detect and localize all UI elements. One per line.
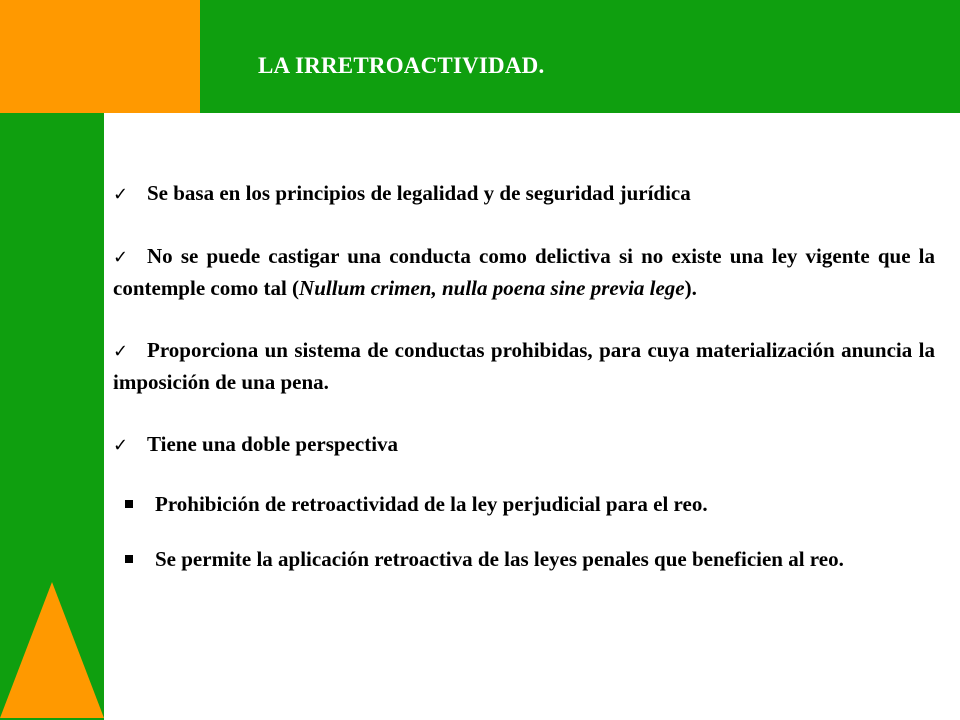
slide-title: LA IRRETROACTIVIDAD. (258, 53, 545, 78)
bullet-text: Se basa en los principios de legalidad y de seguridad jurídica (147, 181, 691, 205)
check-icon: ✓ (113, 341, 129, 362)
square-bullet-icon (125, 500, 133, 508)
sub-bullet-text: Prohibición de retroactividad de la ley perjudicial para el reo. (155, 492, 708, 516)
sub-bullet-permite (113, 544, 935, 575)
bullet-item-doble-perspectiva (113, 429, 935, 461)
slide-content (113, 178, 935, 601)
bullet-text-latin: Nullum crimen, nulla poena sine previa lege (299, 276, 685, 300)
check-icon: ✓ (113, 435, 129, 456)
bullet-item-sistema-conductas (113, 335, 935, 398)
bullet-text: Tiene una doble perspectiva (147, 432, 399, 456)
bullet-item-legalidad (113, 178, 935, 210)
orange-triangle-decoration (0, 0, 104, 720)
square-bullet-icon (125, 555, 133, 563)
check-icon: ✓ (113, 247, 129, 268)
check-icon: ✓ (113, 184, 129, 205)
bullet-text-before: No se puede castigar una conducta como delictiva si no existe una ley vigente que la contemple como tal ( (113, 244, 935, 300)
bullet-text: Proporciona un sistema de conductas prohibidas, para cuya materialización anuncia la imposición de una pena. (113, 338, 935, 394)
sub-bullet-prohibicion (113, 489, 935, 520)
bullet-item-nullum-crimen (113, 241, 935, 304)
sub-bullet-text: Se permite la aplicación retroactiva de las leyes penales que beneficien al reo. (155, 547, 844, 571)
bullet-text-after: ). (684, 276, 697, 300)
